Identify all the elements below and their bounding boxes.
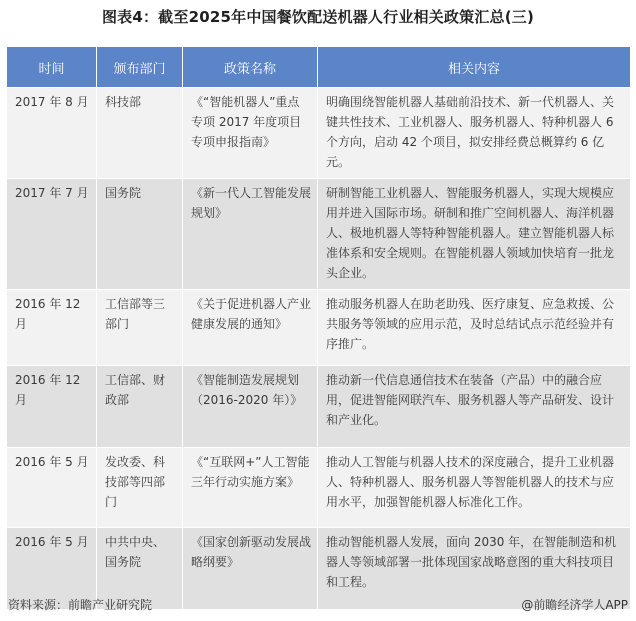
table-row [7, 88, 631, 179]
cell-content: 推动新一代信息通信技术在装备（产品）中的融合应用，促进智能网联汽车、服务机器人等产品研发、设计和产业化。 [318, 366, 631, 448]
chart-title: 图表4：截至2025年中国餐饮配送机器人行业相关政策汇总(三) [101, 8, 535, 26]
cell-department: 中共中央、国务院 [97, 528, 183, 610]
policy-table [6, 46, 631, 610]
cell-policy-name: 《新一代人工智能发展规划》 [183, 179, 318, 290]
cell-department: 国务院 [97, 179, 183, 290]
cell-policy-name: 《“互联网+”人工智能三年行动实施方案》 [183, 448, 318, 528]
cell-department: 发改委、科技部等四部门 [97, 448, 183, 528]
cell-policy-name: 《智能制造发展规划（2016-2020 年）》 [183, 366, 318, 448]
header-time: 时间 [7, 47, 97, 88]
table-row [7, 448, 631, 528]
source-note: 资料来源：前瞻产业研究院 [8, 598, 153, 612]
cell-policy-name: 《国家创新驱动发展战略纲要》 [183, 528, 318, 610]
header-policy-name: 政策名称 [183, 47, 318, 88]
cell-time: 2017 年 8 月 [7, 88, 97, 179]
table-header-row [7, 47, 631, 88]
brand-credit: @前瞻经济学人APP [521, 598, 628, 612]
cell-content: 推动智能机器人发展，面向 2030 年，在智能制造和机器人等领域部署一批体现国家战略意图的重大科技项目和工程。 [318, 528, 631, 610]
cell-content: 推动服务机器人在助老助残、医疗康复、应急救援、公共服务等领域的应用示范，及时总结试点示范经验并有序推广。 [318, 290, 631, 366]
cell-time: 2016 年 5 月 [7, 528, 97, 610]
header-department: 颁布部门 [97, 47, 183, 88]
header-content: 相关内容 [318, 47, 631, 88]
cell-department: 工信部等三部门 [97, 290, 183, 366]
cell-department: 科技部 [97, 88, 183, 179]
cell-content: 研制智能工业机器人、智能服务机器人，实现大规模应用并进入国际市场。研制和推广空间机器人、海洋机器人、极地机器人等特种智能机器人。建立智能机器人标准体系和安全规则。在智能机器人领域加快培育一批龙头企业。 [318, 179, 631, 290]
cell-content: 明确围绕智能机器人基础前沿技术、新一代机器人、关键共性技术、工业机器人、服务机器人、特种机器人 6 个方向，启动 42 个项目，拟安排经费总概算约 6 亿元。 [318, 88, 631, 179]
cell-policy-name: 《“智能机器人”重点专项 2017 年度项目专项申报指南》 [183, 88, 318, 179]
cell-content: 推动人工智能与机器人技术的深度融合，提升工业机器人、特种机器人、服务机器人等智能机器人的技术与应用水平，加强智能机器人标准化工作。 [318, 448, 631, 528]
table-row [7, 179, 631, 290]
cell-department: 工信部、财政部 [97, 366, 183, 448]
cell-time: 2016 年 5 月 [7, 448, 97, 528]
cell-time: 2017 年 7 月 [7, 179, 97, 290]
cell-time: 2016 年 12 月 [7, 290, 97, 366]
cell-policy-name: 《关于促进机器人产业健康发展的通知》 [183, 290, 318, 366]
table-row [7, 366, 631, 448]
cell-time: 2016 年 12 月 [7, 366, 97, 448]
table-row [7, 290, 631, 366]
